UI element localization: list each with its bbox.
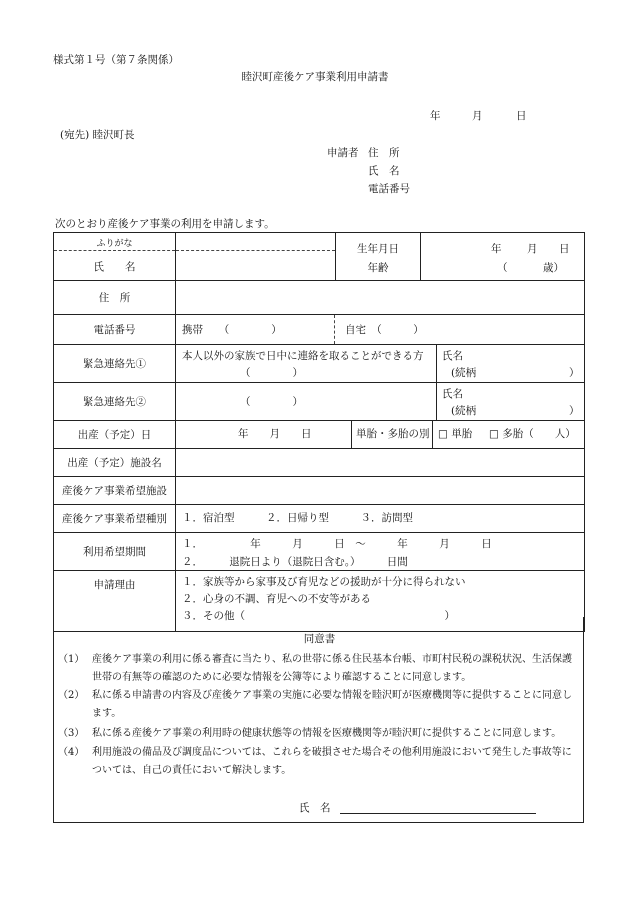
clause-number: （1） (58, 654, 85, 665)
emergency-contact-2-label: 緊急連絡先② (54, 383, 176, 421)
birth-year-unit: 年 (491, 243, 502, 255)
emergency-1-relation-close: ） (569, 367, 580, 379)
addressee: (宛先) 睦沢町長 (60, 129, 135, 141)
clause-text: 私に係る産後ケア事業の利用時の健康状態等の情報を医療機関等が睦沢町に提供することに同意します。 (92, 728, 562, 739)
address-field[interactable] (176, 281, 585, 315)
home-label: 自宅 （ ） (345, 324, 424, 336)
reason-option-3: ３．その他（ ） (182, 610, 455, 622)
birth-month-unit: 月 (527, 243, 538, 255)
reason-label: 申請理由 (54, 571, 176, 632)
single-birth-checkbox[interactable]: □ 単胎 (438, 428, 473, 440)
emergency-note: 本人以外の家族で日中に連絡を取ることができる方 (182, 350, 424, 362)
phone-label: 電話番号 (54, 315, 176, 345)
emergency-contact-1-field[interactable] (176, 345, 585, 383)
emergency-2-relation-close: ） (569, 405, 580, 417)
emergency-2-paren: （ ） (240, 396, 303, 408)
signature-label: 氏 名 (299, 802, 331, 814)
date-day: 日 (516, 110, 527, 122)
clause-number: （3） (58, 728, 85, 739)
birth-facility-label: 出産（予定）施設名 (54, 449, 176, 477)
clause-text: 利用施設の備品及び調度品については、これらを破損させた場合その他利用施設において発生した事故等については、自己の責任において解決します。 (92, 747, 572, 776)
consent-clause-2 (58, 687, 582, 723)
multiple-birth-label: 単胎・多胎の別 (356, 428, 430, 440)
emergency-1-name-label: 氏名 (442, 350, 463, 362)
clause-number: （2） (58, 690, 85, 701)
due-date-field[interactable] (176, 421, 585, 449)
period-field[interactable] (176, 533, 585, 571)
age-open: （ (497, 262, 508, 274)
applicant-phone-label: 電話番号 (368, 183, 410, 195)
reason-option-2: ２．心身の不調、育児への不安等がある (182, 593, 371, 605)
name-label-cell (54, 233, 176, 281)
applicant-label: 申請者 (327, 147, 359, 159)
consent-clause-3 (58, 725, 582, 743)
consent-clause-1 (58, 651, 582, 687)
multi-birth-checkbox[interactable]: □ 多胎（ 人） (489, 428, 576, 440)
application-table (53, 232, 585, 632)
desired-type-label: 産後ケア事業希望種別 (54, 505, 176, 533)
period-label: 利用希望期間 (54, 533, 176, 571)
consent-title: 同意書 (303, 633, 336, 645)
address-label: 住 所 (54, 281, 176, 315)
date-month: 月 (472, 110, 483, 122)
form-number: 様式第１号（第７条関係） (53, 54, 179, 66)
signature-line[interactable] (340, 813, 536, 814)
emergency-2-relation-label: (続柄 (451, 405, 477, 417)
intro-text: 次のとおり産後ケア事業の利用を申請します。 (55, 218, 275, 230)
birth-facility-field[interactable] (176, 449, 585, 477)
consent-clause-4 (58, 744, 582, 780)
birth-label: 生年月日 (357, 243, 399, 255)
desired-type-options: １．宿泊型 ２．日帰り型 ３．訪問型 (182, 512, 413, 524)
document-title: 睦沢町産後ケア事業利用申請書 (241, 71, 389, 83)
period-option-1: １． 年 月 日 ～ 年 月 日 (182, 538, 492, 550)
emergency-contact-1-label: 緊急連絡先① (54, 345, 176, 383)
emergency-1-relation-label: (続柄 (451, 367, 477, 379)
emergency-contact-2-field[interactable] (176, 383, 585, 421)
emergency-2-name-label: 氏名 (442, 388, 463, 400)
clause-number: （4） (58, 747, 85, 758)
applicant-name-label: 氏 名 (368, 165, 400, 177)
applicant-address-label: 住 所 (368, 147, 400, 159)
furigana-label: ふりがな (96, 239, 133, 249)
birth-day-unit: 日 (559, 243, 570, 255)
desired-facility-label: 産後ケア事業希望施設 (54, 477, 176, 505)
period-option-2: ２． 退院日より（退院日含む。） 日間 (182, 556, 408, 568)
reason-option-1: １．家族等から家事及び育児などの援助が十分に得られない (182, 576, 466, 588)
consent-section (53, 617, 584, 823)
due-date-label: 出産（予定）日 (54, 421, 176, 449)
desired-facility-field[interactable] (176, 477, 585, 505)
name-field[interactable] (176, 233, 336, 281)
age-label: 年齢 (367, 262, 389, 274)
clause-text: 産後ケア事業の利用に係る審査に当たり、私の世帯に係る住民基本台帳、市町村民税の課税状況、生活保護世帯の有無等の確認のために必要な情報を公簿等により確認することに同意します。 (92, 654, 572, 683)
clause-text: 私に係る申請書の内容及び産後ケア事業の実施に必要な情報を睦沢町が医療機関等に提供することに同意します。 (92, 690, 572, 719)
birth-age-field[interactable] (421, 233, 585, 281)
desired-type-field[interactable] (176, 505, 585, 533)
age-unit: 歳） (543, 262, 564, 274)
mobile-label: 携帯 （ ） (182, 324, 282, 336)
emergency-1-paren: （ ） (240, 367, 303, 379)
phone-field[interactable] (176, 315, 585, 345)
due-date-ymd: 年 月 日 (238, 428, 312, 440)
date-year: 年 (430, 110, 441, 122)
name-label: 氏 名 (93, 261, 136, 273)
birth-age-label-cell (336, 233, 421, 281)
